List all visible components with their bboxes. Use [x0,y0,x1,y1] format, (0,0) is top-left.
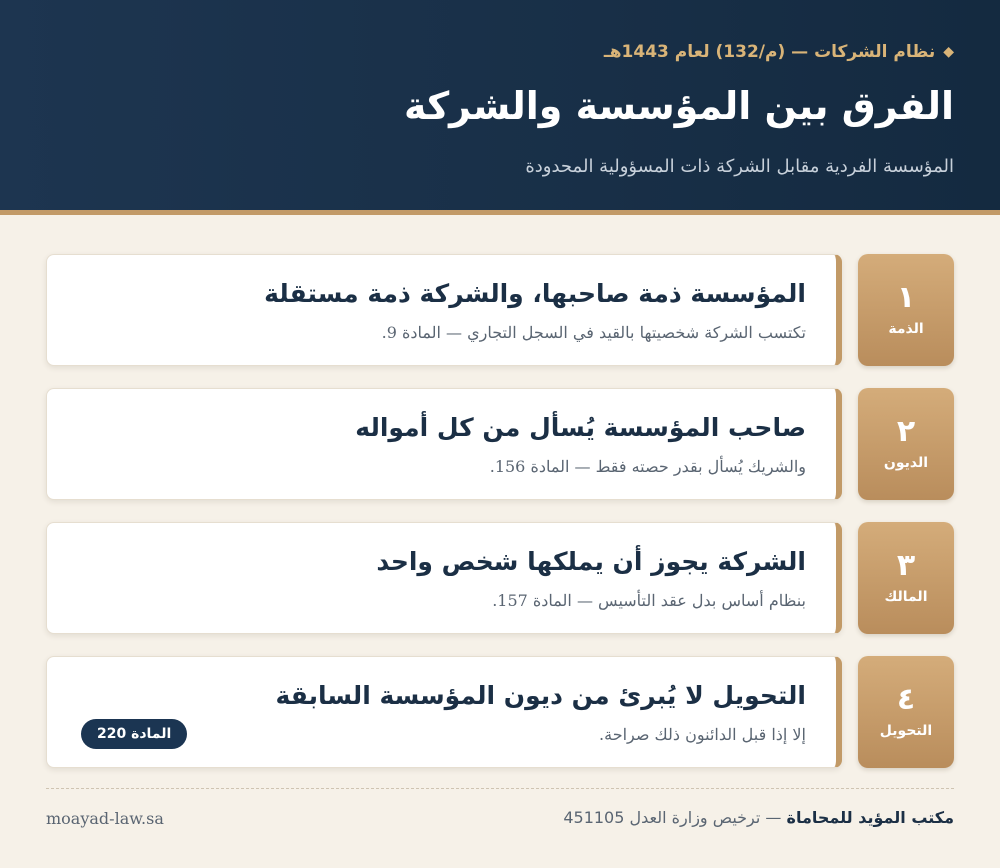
comparison-item [46,388,954,500]
article-badge: المادة 220 [81,719,187,749]
item-note: بنظام أساس بدل عقد التأسيس — المادة 157. [492,591,806,610]
footer-license: — ترخيص وزارة العدل 451105 [563,808,782,827]
item-number-box [858,656,954,768]
item-number: ١ [896,280,916,315]
diamond-icon: ◆ [943,44,954,60]
header-banner [0,0,1000,215]
item-number: ٤ [896,682,916,717]
item-title: صاحب المؤسسة يُسأل من كل أمواله [355,413,806,442]
item-card [46,656,842,768]
law-reference [604,42,954,62]
item-card [46,388,842,500]
footer-website[interactable]: moayad-law.sa [46,809,164,828]
comparison-item [46,254,954,366]
item-card [46,254,842,366]
item-number-box [858,522,954,634]
item-title: المؤسسة ذمة صاحبها، والشركة ذمة مستقلة [264,279,806,308]
item-number: ٣ [896,548,916,583]
item-tag: المالك [884,589,928,605]
item-tag: الديون [883,455,929,471]
item-tag: الذمة [888,321,924,337]
footer-divider [46,788,954,789]
item-note: تكتسب الشركة شخصيتها بالقيد في السجل التجاري — المادة 9. [381,323,806,342]
item-title: التحويل لا يُبرئ من ديون المؤسسة السابقة [275,681,806,710]
comparison-item [46,522,954,634]
footer-credit [563,808,954,827]
item-note: والشريك يُسأل بقدر حصته فقط — المادة 156. [489,457,806,476]
item-number-box [858,388,954,500]
page-title: الفرق بين المؤسسة والشركة [404,84,954,128]
footer-org: مكتب المؤيد للمحاماة [786,808,954,827]
page-subtitle: المؤسسة الفردية مقابل الشركة ذات المسؤولية المحدودة [525,156,954,177]
item-number: ٢ [896,414,916,449]
item-number-box [858,254,954,366]
comparison-item [46,656,954,768]
item-note: إلا إذا قبل الدائنون ذلك صراحة. [599,725,806,744]
law-reference-text: نظام الشركات — (م/132) لعام 1443هـ [603,42,936,62]
item-card [46,522,842,634]
item-tag: التحويل [879,723,933,739]
item-title: الشركة يجوز أن يملكها شخص واحد [376,547,806,576]
